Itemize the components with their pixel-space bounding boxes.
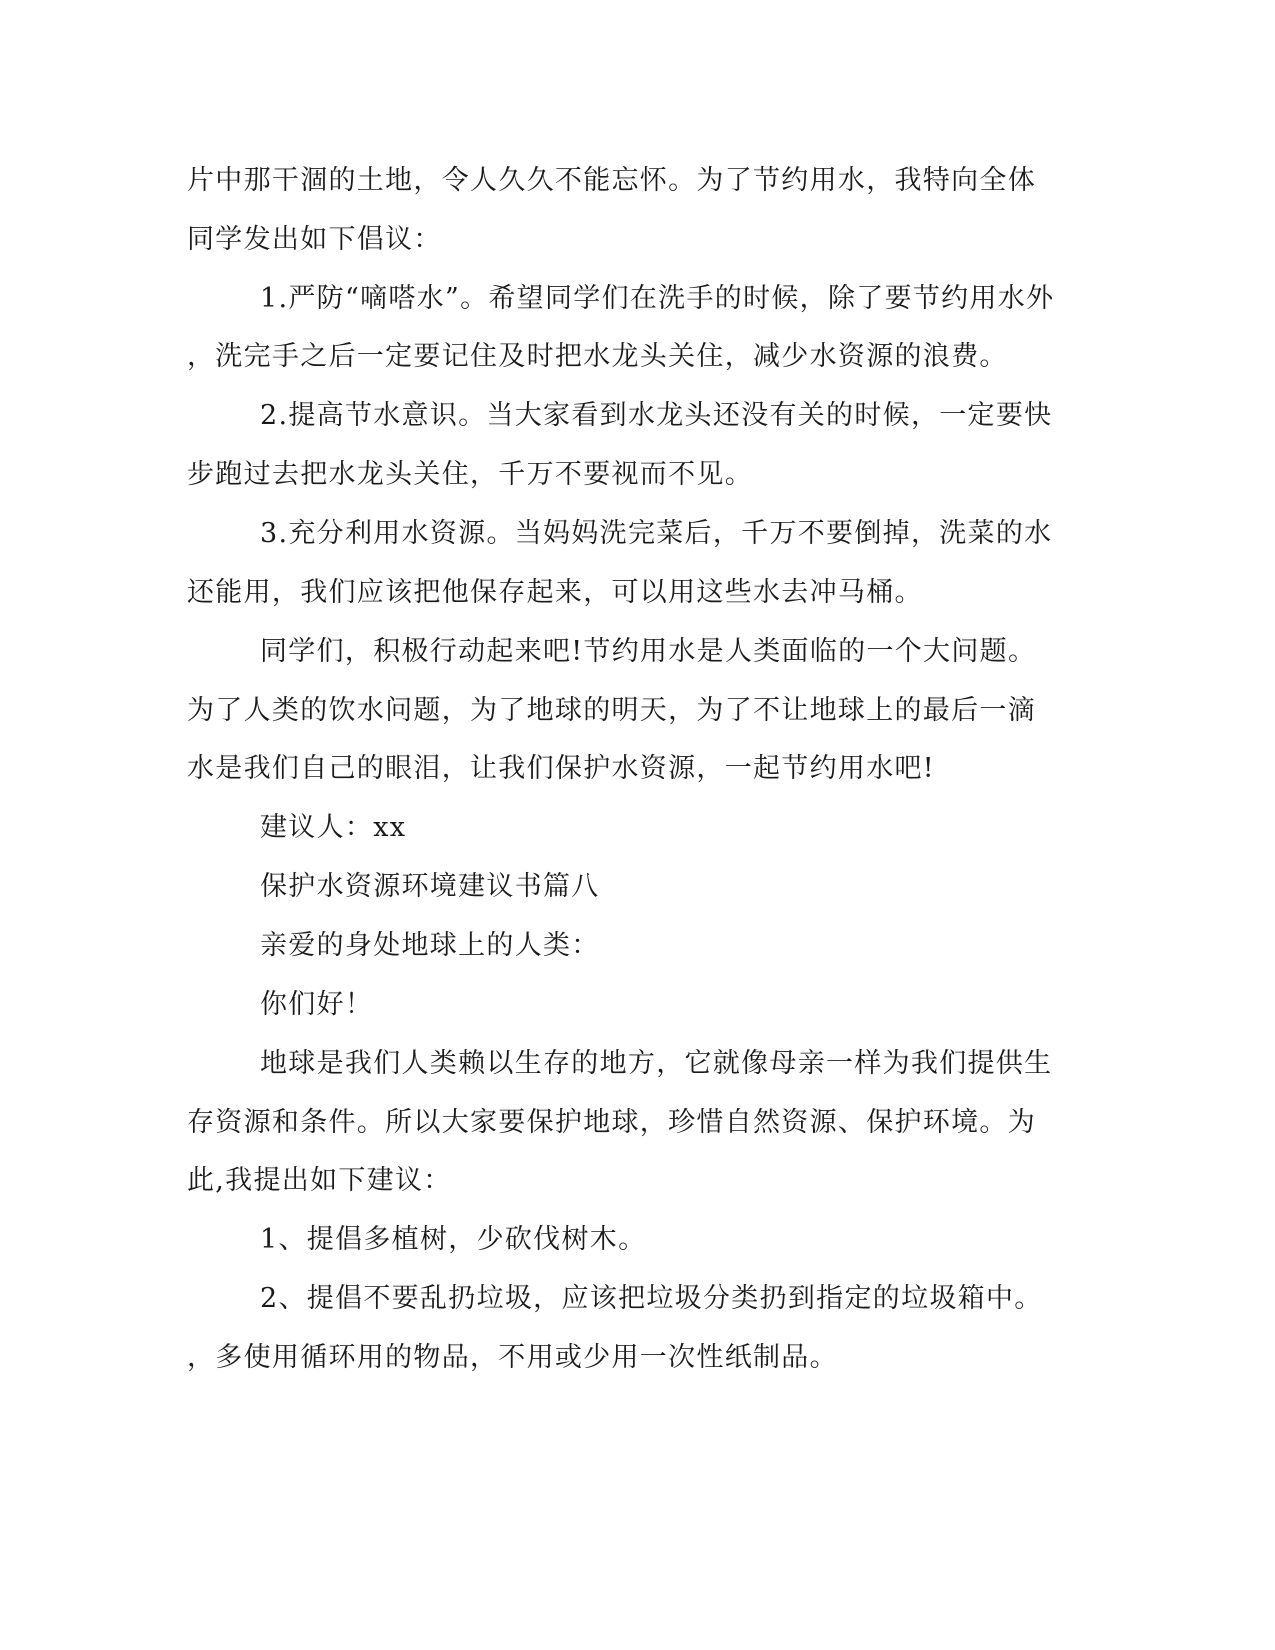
text-line: 存资源和条件。所以大家要保护地球，珍惜自然资源、保护环境。为 (187, 1107, 1036, 1138)
text-line: 水是我们自己的眼泪，让我们保护水资源，一起节约用水吧! (187, 753, 935, 784)
text-line: 还能用，我们应该把他保存起来，可以用这些水去冲马桶。 (187, 577, 923, 608)
text-line: ，多使用循环用的物品，不用或少用一次性纸制品。 (187, 1342, 838, 1373)
greeting: 你们好！ (260, 989, 374, 1020)
section-heading: 保护水资源环境建议书篇八 (260, 871, 600, 902)
text-line: 地球是我们人类赖以生存的地方，它就像母亲一样为我们提供生 (260, 1048, 1053, 1079)
text-line: 1.严防“嘀嗒水”。希望同学们在洗手的时候，除了要节约用水外 (260, 283, 1055, 314)
text-line: 同学发出如下倡议： (187, 224, 442, 255)
signature-line: 建议人：xx (260, 812, 407, 843)
text-line: 2.提高节水意识。当大家看到水龙头还没有关的时候，一定要快 (260, 400, 1053, 431)
text-line: ，洗完手之后一定要记住及时把水龙头关住，减少水资源的浪费。 (187, 341, 1008, 372)
text-line: 3.充分利用水资源。当妈妈洗完菜后，千万不要倒掉，洗菜的水 (260, 518, 1053, 549)
text-line: 片中那干涸的土地，令人久久不能忘怀。为了节约用水，我特向全体 (187, 165, 1036, 196)
list-item: 2、提倡不要乱扔垃圾，应该把垃圾分类扔到指定的垃圾箱中。 (260, 1283, 1043, 1314)
salutation: 亲爱的身处地球上的人类： (260, 930, 600, 961)
list-item: 1、提倡多植树，少砍伐树木。 (260, 1224, 647, 1255)
text-line: 此,我提出如下建议： (187, 1165, 452, 1196)
text-line: 为了人类的饮水问题，为了地球的明天，为了不让地球上的最后一滴 (187, 695, 1036, 726)
text-line: 步跑过去把水龙头关住，千万不要视而不见。 (187, 459, 753, 490)
text-line: 同学们，积极行动起来吧!节约用水是人类面临的一个大问题。 (260, 636, 1037, 667)
